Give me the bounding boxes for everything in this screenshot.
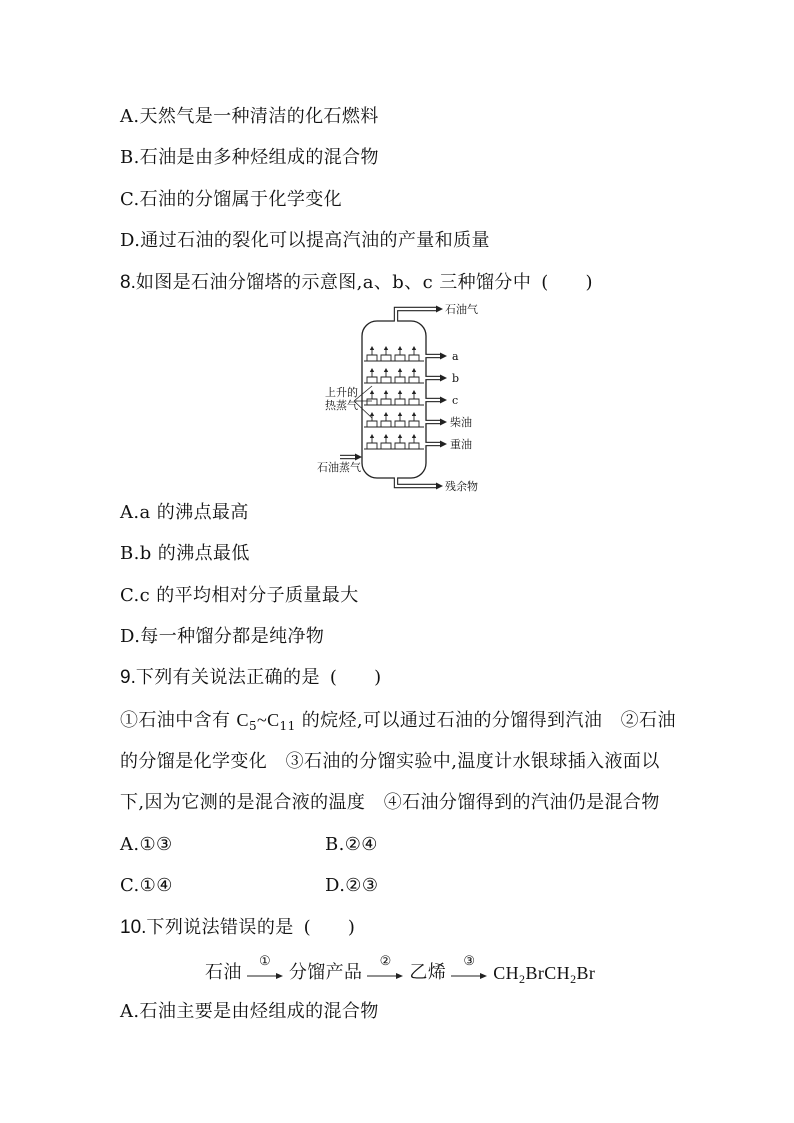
formula-subscript: 2: [570, 972, 577, 986]
formula-part: BrCH: [525, 963, 571, 983]
vapor-arrow-up-icon: [384, 390, 388, 394]
reaction-scheme: [205, 955, 595, 985]
fraction-label-diesel: 柴油: [450, 416, 472, 429]
bubble-cap: [367, 399, 377, 405]
bubble-cap: [409, 355, 419, 361]
vapor-arrow-up-icon: [412, 434, 416, 438]
rising-vapor-label-line2: 热蒸气: [325, 399, 358, 412]
q8-option-a: A.a 的沸点最高: [120, 502, 249, 523]
vapor-arrow-up-icon: [398, 368, 402, 372]
vapor-arrow-up-icon: [384, 368, 388, 372]
formula-subscript: 2: [519, 972, 526, 986]
q9-option-a: A.①③: [120, 834, 173, 855]
top-outlet-arrowhead: [436, 306, 443, 313]
bubble-cap: [395, 355, 405, 361]
vapor-arrow-up-icon: [412, 346, 416, 350]
scheme-intermediate-2: 乙烯: [409, 962, 447, 983]
q8-option-d: D.每一种馏分都是纯净物: [120, 626, 325, 647]
bubble-cap: [395, 443, 405, 449]
q8-stem: 如图是石油分馏塔的示意图,a、b、c 三种馏分中: [135, 272, 532, 293]
formula-part: Br: [576, 963, 596, 983]
q9-option-c: C.①④: [120, 875, 173, 896]
side-outlet-arrowhead: [440, 353, 447, 360]
vapor-arrow-up-icon: [370, 390, 374, 394]
vapor-arrow-up-icon: [384, 412, 388, 416]
vapor-arrow-up-icon: [398, 390, 402, 394]
bubble-cap: [409, 443, 419, 449]
vapor-arrow-up-icon: [370, 368, 374, 372]
vapor-arrow-up-icon: [384, 434, 388, 438]
subscript-11: 11: [279, 719, 296, 733]
formula-part: CH: [493, 963, 520, 983]
bottom-outlet-label: 残余物: [445, 480, 478, 493]
bubble-cap: [381, 355, 391, 361]
q7-option-a: A.天然气是一种清洁的化石燃料: [120, 106, 379, 127]
bubble-cap: [381, 377, 391, 383]
fractionating-tower-diagram: [310, 300, 490, 496]
q9-statement-pre: ①石油中含有: [120, 710, 237, 731]
q10-answer-blank: ( ): [303, 917, 356, 938]
scheme-arrow-3: [451, 955, 487, 985]
q9-option-b: B.②④: [325, 834, 378, 855]
feed-label: 石油蒸气: [317, 461, 361, 474]
right-arrow-icon: [367, 969, 403, 985]
q8-answer-blank: ( ): [541, 272, 593, 293]
carbon-symbol-1: C: [236, 710, 249, 730]
q9-options-row1: [120, 833, 378, 857]
feed-inlet-arrowhead: [355, 454, 362, 461]
q9-statement-post: 的烷烃,可以通过石油的分馏得到汽油 ②石油: [295, 710, 676, 731]
vapor-arrow-up-icon: [370, 434, 374, 438]
scheme-start: 石油: [205, 962, 242, 983]
q9-answer-blank: ( ): [329, 667, 382, 688]
q10-stem: 下列说法错误的是: [146, 917, 294, 938]
side-outlet-arrowhead: [440, 419, 447, 426]
vapor-arrow-up-icon: [384, 346, 388, 350]
q10-option-a: A.石油主要是由烃组成的混合物: [120, 1001, 379, 1022]
q8-stem-line: [120, 271, 593, 295]
tray-group: [364, 346, 447, 449]
step-label-2: ②: [379, 954, 392, 969]
vapor-arrow-up-icon: [398, 346, 402, 350]
carbon-symbol-2: ~C: [256, 710, 280, 730]
q10-stem-line: [120, 916, 355, 940]
top-outlet-label: 石油气: [445, 303, 478, 316]
q9-stem-line: [120, 666, 382, 690]
q7-option-b: B.石油是由多种烃组成的混合物: [120, 147, 379, 168]
bubble-cap: [381, 443, 391, 449]
scheme-final-product: [493, 961, 595, 985]
side-outlet-arrowhead: [440, 375, 447, 382]
bubble-cap: [409, 377, 419, 383]
fraction-label-b: b: [452, 372, 460, 385]
side-outlet-arrowhead: [440, 397, 447, 404]
bottom-outlet-arrowhead: [436, 483, 443, 490]
q8-option-c: C.c 的平均相对分子质量最大: [120, 585, 359, 606]
vapor-arrow-up-icon: [412, 390, 416, 394]
scheme-intermediate-1: 分馏产品: [288, 962, 363, 983]
vapor-arrow-up-icon: [412, 412, 416, 416]
fraction-label-c: c: [452, 394, 459, 407]
feed-inlet-pipe: [339, 454, 362, 461]
tower-body: [362, 321, 426, 478]
bubble-cap: [367, 377, 377, 383]
q9-statement-line3: 下,因为它测的是混合液的温度 ④石油分馏得到的汽油仍是混合物: [120, 792, 660, 813]
vapor-arrow-up-icon: [398, 412, 402, 416]
q9-option-d: D.②③: [325, 875, 379, 896]
right-arrow-icon: [247, 969, 283, 985]
bottom-outlet-pipe: [396, 477, 443, 490]
q8-number: 8.: [120, 272, 136, 293]
bubble-cap: [367, 443, 377, 449]
scheme-arrow-1: [247, 955, 283, 985]
bubble-cap: [409, 421, 419, 427]
rising-vapor-label-line1: 上升的: [325, 386, 358, 399]
top-outlet-pipe: [396, 306, 443, 323]
q9-statement-line1: [120, 708, 676, 732]
fraction-label-a: a: [452, 350, 459, 363]
vapor-arrow-up-icon: [370, 412, 374, 416]
bubble-cap: [395, 421, 405, 427]
fraction-label-heavy-oil: 重油: [450, 438, 472, 451]
right-arrow-icon: [451, 969, 487, 985]
vapor-arrow-up-icon: [412, 368, 416, 372]
side-outlet-arrowhead: [440, 441, 447, 448]
q9-stem: 下列有关说法正确的是: [135, 667, 320, 688]
q9-number: 9.: [120, 667, 136, 688]
bubble-cap: [367, 421, 377, 427]
q8-option-b: B.b 的沸点最低: [120, 543, 250, 564]
step-label-1: ①: [258, 954, 271, 969]
q9-options-row2: [120, 874, 379, 898]
q9-statement-line2: 的分馏是化学变化 ③石油的分馏实验中,温度计水银球插入液面以: [120, 751, 660, 772]
bubble-cap: [381, 399, 391, 405]
bubble-cap: [409, 399, 419, 405]
bubble-cap: [381, 421, 391, 427]
q7-option-c: C.石油的分馏属于化学变化: [120, 189, 343, 210]
vapor-arrow-up-icon: [398, 434, 402, 438]
scheme-arrow-2: [367, 955, 403, 985]
q10-number: 10.: [120, 917, 147, 938]
subscript-5: 5: [248, 719, 257, 733]
bubble-cap: [395, 377, 405, 383]
vapor-arrow-up-icon: [370, 346, 374, 350]
bubble-cap: [367, 355, 377, 361]
bubble-cap: [395, 399, 405, 405]
q7-option-d: D.通过石油的裂化可以提高汽油的产量和质量: [120, 230, 490, 251]
step-label-3: ③: [463, 954, 476, 969]
